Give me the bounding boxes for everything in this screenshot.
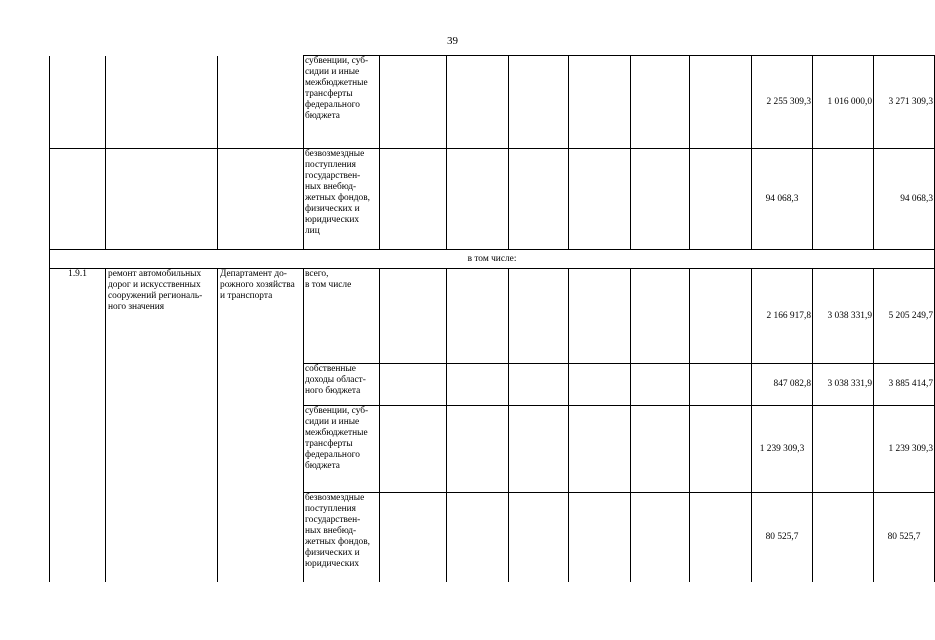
item-executor: Департамент до- рожного хозяйства и транспорта — [218, 269, 304, 582]
value-cell: 94 068,3 — [752, 149, 813, 250]
value-cell: 3 038 331,9 — [813, 269, 874, 364]
table-row — [50, 269, 935, 364]
value-cell: 2 166 917,8 — [752, 269, 813, 364]
value-cell — [813, 149, 874, 250]
including-label: в том числе: — [50, 250, 935, 269]
value-cell: 5 205 249,7 — [874, 269, 935, 364]
funding-source-cell: безвозмездные поступления государствен- ных внебюд- жетных фондов, физических и юридических — [304, 493, 380, 582]
value-cell: 80 525,7 — [874, 493, 935, 582]
value-cell: 3 271 309,3 — [874, 56, 935, 149]
value-cell: 2 255 309,3 — [752, 56, 813, 149]
value-cell: 94 068,3 — [874, 149, 935, 250]
funding-source-cell: безвозмездные поступления государствен- ных внебюд- жетных фондов, физических и юридических лиц — [304, 149, 380, 250]
budget-table — [49, 55, 935, 582]
value-cell — [813, 493, 874, 582]
value-cell: 3 885 414,7 — [874, 364, 935, 406]
item-name: ремонт автомобильных дорог и искусственных сооружений региональ- ного значения — [106, 269, 218, 582]
value-cell: 847 082,8 — [752, 364, 813, 406]
funding-source-cell: собственные доходы област- ного бюджета — [304, 364, 380, 406]
funding-source-cell: субвенции, суб- сидии и иные межбюджетные трансферты федерального бюджета — [304, 56, 380, 149]
table-row — [50, 56, 935, 149]
item-number: 1.9.1 — [50, 269, 106, 582]
value-cell: 1 239 309,3 — [874, 406, 935, 493]
value-cell: 1 016 000,0 — [813, 56, 874, 149]
page-number: 39 — [447, 35, 458, 47]
table-row — [50, 149, 935, 250]
funding-source-cell: всего, в том числе — [304, 269, 380, 364]
value-cell — [813, 406, 874, 493]
including-row — [50, 250, 935, 269]
value-cell: 80 525,7 — [752, 493, 813, 582]
value-cell: 1 239 309,3 — [752, 406, 813, 493]
value-cell: 3 038 331,9 — [813, 364, 874, 406]
funding-source-cell: субвенции, суб- сидии и иные межбюджетные трансферты федерального бюджета — [304, 406, 380, 493]
